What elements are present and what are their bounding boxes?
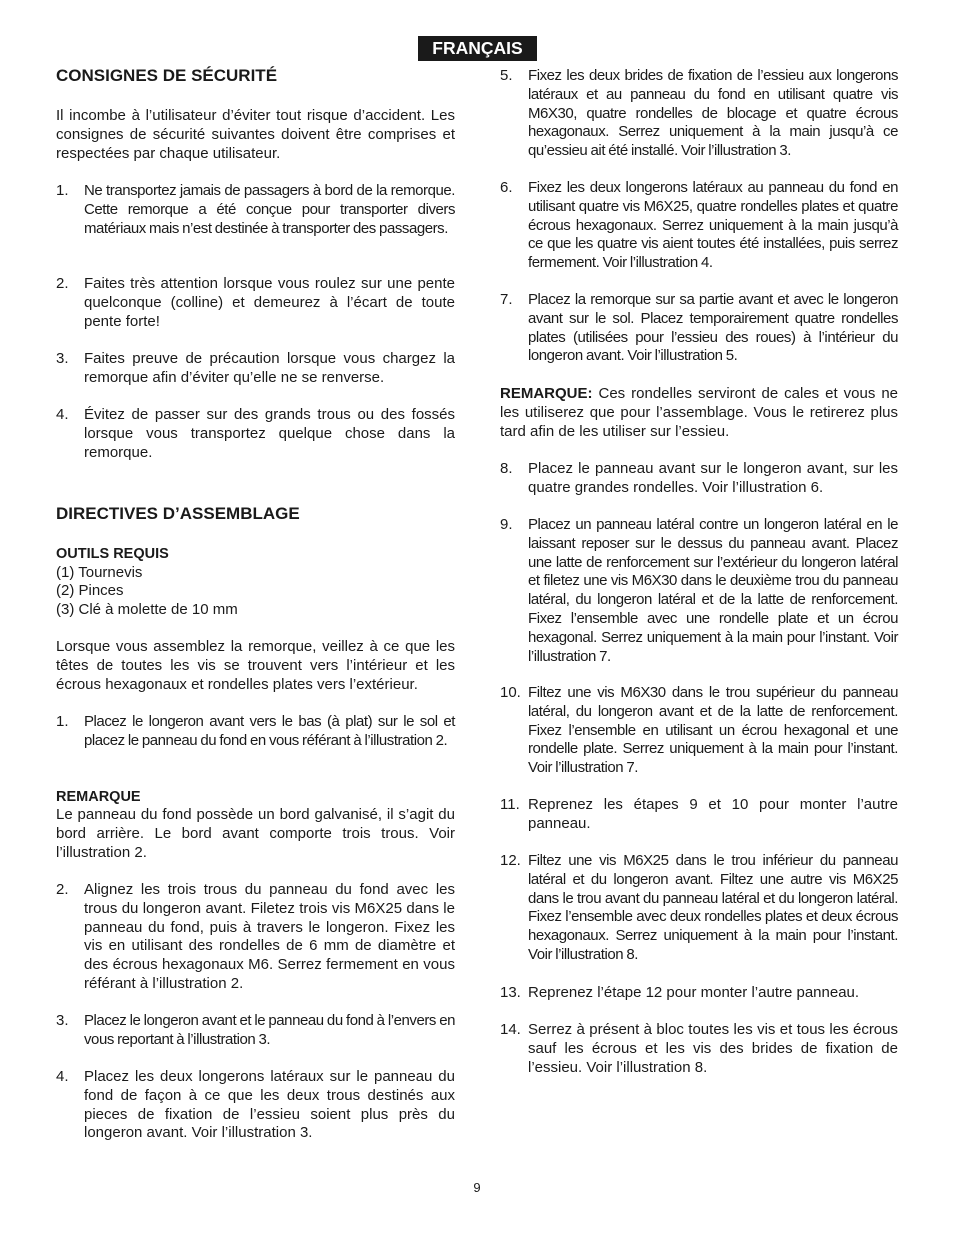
tool-item: (3) Clé à molette de 10 mm	[56, 601, 238, 618]
step-number: 6.	[500, 179, 513, 196]
item-text: Faites très attention lorsque vous roulez sur une pente quelconque (colline) et demeurez à l’écart de toute pente forte!	[84, 275, 455, 330]
item-number: 3.	[56, 350, 69, 367]
step-text: Reprenez les étapes 9 et 10 pour monter l’autre panneau.	[528, 796, 898, 832]
safety-title: CONSIGNES DE SÉCURITÉ	[56, 66, 278, 85]
assembly-intro: Lorsque vous assemblez la remorque, veillez à ce que les têtes de toutes les vis se trouvent vers l’intérieur et les écrous hexagonaux et rondelles plates vers l’extérieur.	[56, 638, 455, 693]
safety-item	[56, 350, 455, 388]
step-number: 2.	[56, 881, 69, 898]
item-number: 4.	[56, 406, 69, 423]
assembly-step	[500, 291, 898, 366]
step-number: 10.	[500, 684, 521, 701]
safety-item	[56, 406, 455, 462]
step-number: 14.	[500, 1021, 521, 1038]
note-2-label: REMARQUE:	[500, 385, 593, 402]
assembly-step	[500, 684, 898, 778]
assembly-step	[500, 984, 898, 1003]
step-text: Placez le longeron avant vers le bas (à plat) sur le sol et placez le panneau du fond en vous référant à l’illustration 2.	[84, 713, 455, 749]
step-text: Placez le longeron avant et le panneau du fond à l’envers en vous reportant à l’illustration 3.	[84, 1012, 455, 1048]
step-text: Fixez les deux longerons latéraux au panneau du fond en utilisant quatre vis M6X25, quatre rondelles plates et quatre écrous hexagonaux. Serrez uniquement à la main jusqu’à ce que les quatre vis aient toutes été installées, puis serrez fermement. Voir l’illustration 4.	[528, 179, 898, 272]
item-text: Faites preuve de précaution lorsque vous chargez la remorque afin d’éviter qu’elle ne se renverse.	[84, 350, 455, 386]
safety-item	[56, 275, 455, 331]
step-number: 9.	[500, 516, 513, 533]
step-text: Serrez à présent à bloc toutes les vis et tous les écrous sauf les écrous et les vis des brides de fixation de l’essieu. Voir l’illustration 8.	[528, 1021, 898, 1076]
item-number: 1.	[56, 182, 69, 199]
step-number: 13.	[500, 984, 521, 1001]
assembly-step	[56, 1068, 455, 1143]
step-number: 3.	[56, 1012, 69, 1029]
step-number: 4.	[56, 1068, 69, 1085]
note-title: REMARQUE	[56, 789, 141, 805]
step-number: 8.	[500, 460, 513, 477]
assembly-step	[500, 179, 898, 273]
tools-title: OUTILS REQUIS	[56, 546, 169, 562]
assembly-step	[56, 881, 455, 994]
safety-intro: Il incombe à l’utilisateur d’éviter tout risque d’accident. Les consignes de sécurité suivantes doivent être comprises et respectées par chaque utilisateur.	[56, 107, 455, 162]
assembly-step	[500, 1021, 898, 1077]
assembly-step	[500, 852, 898, 965]
tool-item: (1) Tournevis	[56, 564, 143, 581]
note-text: Le panneau du fond possède un bord galvanisé, il s’agit du bord arrière. Le bord avant comporte trois trous. Voir l’illustration 2.	[56, 806, 455, 861]
step-number: 11.	[500, 796, 520, 813]
step-number: 7.	[500, 291, 513, 308]
safety-item	[56, 182, 455, 238]
step-number: 12.	[500, 852, 521, 869]
step-text: Reprenez l’étape 12 pour monter l’autre panneau.	[528, 984, 860, 1001]
item-number: 2.	[56, 275, 69, 292]
assembly-step	[56, 1012, 455, 1050]
step-number: 1.	[56, 713, 69, 730]
page-number: 9	[473, 1180, 481, 1195]
step-text: Filtez une vis M6X25 dans le trou inférieur du panneau latéral et du longeron avant. Filtez une autre vis M6X25 dans le trou avant du panneau latéral et du longeron latéral. Fixez l’ensemble avec deux rondelles plates et deux écrous hexagonaux. Serrez uniquement à la main pour l’instant. Voir l’illustration 8.	[528, 852, 898, 963]
assembly-step	[500, 460, 898, 498]
step-text: Placez la remorque sur sa partie avant et avec le longeron avant sur le sol. Placez temporairement quatre rondelles plates (utilisées pour l’essieu des roues) à l’intérieur du longeron avant. Voir l’illustration 5.	[528, 291, 898, 365]
step-text: Filtez une vis M6X30 dans le trou supérieur du panneau latéral, du longeron avant et de la latte de renforcement. Fixez l’ensemble en utilisant un écrou hexagonal et une rondelle plate. Serrez uniquement à la main pour l’instant. Voir l’illustration 7.	[528, 684, 898, 777]
assembly-title: DIRECTIVES D’ASSEMBLAGE	[56, 504, 300, 523]
step-text: Placez le panneau avant sur le longeron avant, sur les quatre grandes rondelles. Voir l’illustration 6.	[528, 460, 898, 496]
tool-item: (2) Pinces	[56, 582, 124, 599]
step-text: Placez les deux longerons latéraux sur le panneau du fond de façon à ce que les deux trous destinés aux pieces de fixation de l’essieu soient plus près du longeron avant. Voir l’illustration 3.	[84, 1068, 455, 1142]
step-text: Fixez les deux brides de fixation de l’essieu aux longerons latéraux et au panneau du fond en utilisant quatre vis M6X30, quatre rondelles de blocage et quatre écrous hexagonaux. Serrez uniquement à la main jusqu’à ce qu’essieu ait été installé. Voir l’illustration 3.	[528, 67, 898, 160]
assembly-step	[500, 516, 898, 666]
assembly-step	[500, 67, 898, 161]
note-2-text: Ces rondelles serviront de cales et vous ne les utiliserez que pour l’assemblage. Vous le retirerez plus tard afin de les utiliser sur l’essieu.	[500, 385, 898, 440]
language-tab: FRANÇAIS	[418, 36, 537, 61]
step-number: 5.	[500, 67, 513, 84]
assembly-step	[56, 713, 455, 751]
item-text: Évitez de passer sur des grands trous ou des fossés lorsque vous transportez quelque chose dans la remorque.	[84, 406, 455, 461]
step-text: Alignez les trois trous du panneau du fond avec les trous du longeron avant. Filetez trois vis M6X25 dans le panneau du fond, puis à travers le longeron. Fixez les vis en utilisant des rondelles de 6 mm de diamètre et des écrous hexagonaux M6. Serrez fermement en vous référant à l’illustration 2.	[84, 881, 455, 992]
step-text: Placez un panneau latéral contre un longeron latéral en le laissant reposer sur le dessus du panneau avant. Placez une latte de renforcement sur l’extérieur du longeron latéral et filetez une vis M6X30 dans le deuxième trou du panneau latéral, du longeron latéral et de la latte de renforcement. Fixez l’ensemble avec une rondelle plate et un écrou hexagonal. Serrez uniquement à la main pour l’instant. Voir l’illustration 7.	[528, 516, 898, 665]
item-text: Ne transportez jamais de passagers à bord de la remorque. Cette remorque a été conçue pour transporter divers matériaux mais n’est destinée à transporter des passagers.	[84, 182, 455, 237]
note-2	[500, 385, 898, 441]
assembly-step	[500, 796, 898, 834]
